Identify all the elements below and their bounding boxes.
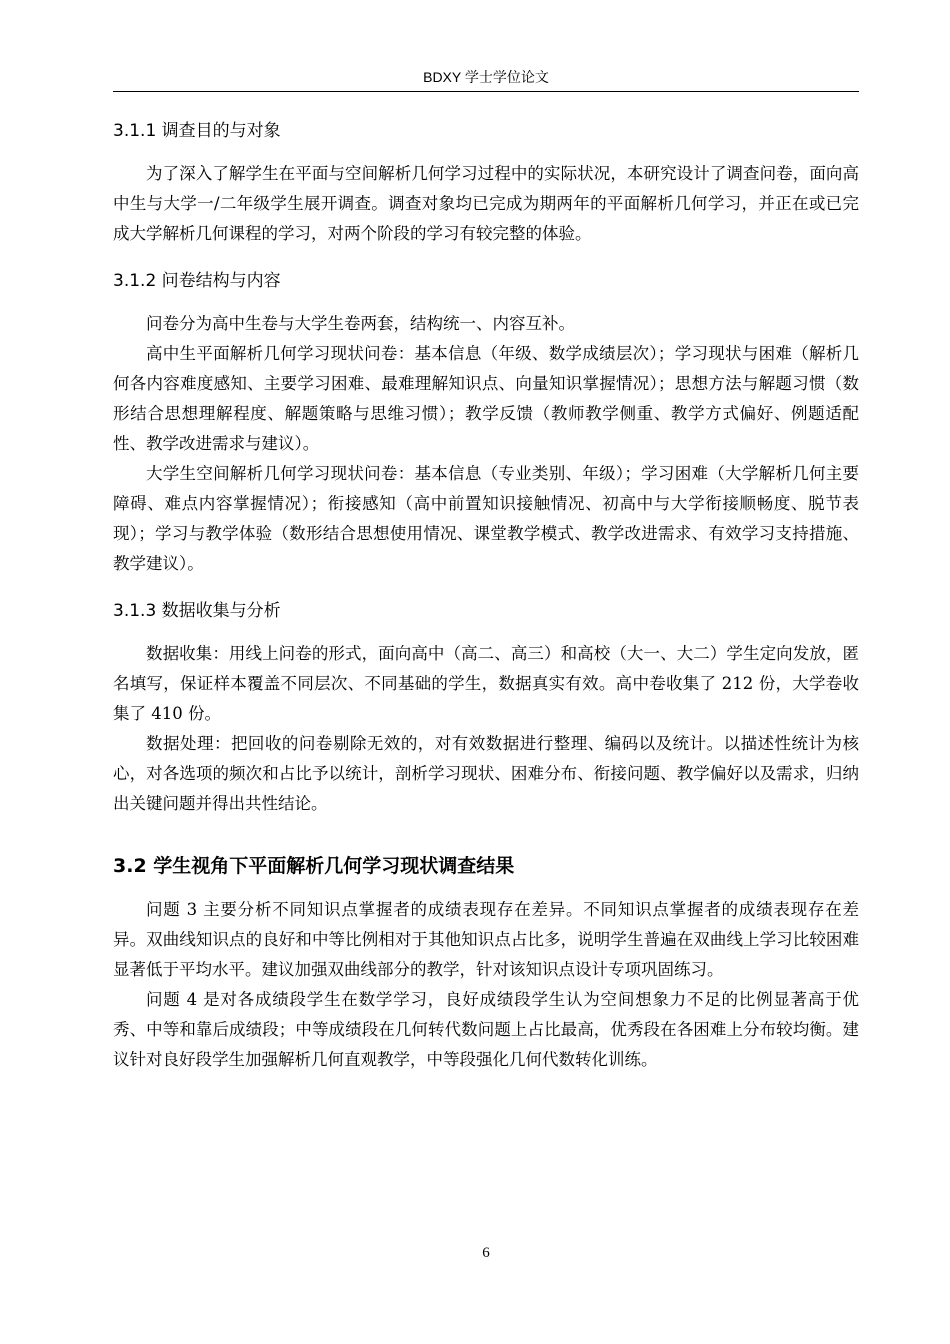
section-heading-3-1-3: 3.1.3 数据收集与分析	[113, 601, 281, 621]
header-rule	[113, 91, 859, 92]
page-body	[113, 115, 859, 1075]
paragraph: 为了深入了解学生在平面与空间解析几何学习过程中的实际状况，本研究设计了调查问卷，面向高中生与大学一/二年级学生展开调查。调查对象均已完成为期两年的平面解析几何学习，并正在或已完成大学解析几何课程的学习，对两个阶段的学习有较完整的体验。	[113, 164, 859, 243]
paragraph: 问题 4 是对各成绩段学生在数学学习，良好成绩段学生认为空间想象力不足的比例显著高于优秀、中等和靠后成绩段；中等成绩段在几何转代数问题上占比最高，优秀段在各困难上分布较均衡。建议针对良好段学生加强解析几何直观教学，中等段强化几何代数转化训练。	[113, 990, 859, 1069]
paragraph: 高中生平面解析几何学习现状问卷：基本信息（年级、数学成绩层次）；学习现状与困难（解析几何各内容难度感知、主要学习困难、最难理解知识点、向量知识掌握情况）；思想方法与解题习惯（数形结合思想理解程度、解题策略与思维习惯）；教学反馈（教师教学侧重、教学方式偏好、例题适配性、教学改进需求与建议）。	[113, 344, 859, 453]
section-heading-3-2: 3.2 学生视角下平面解析几何学习现状调查结果	[113, 855, 515, 877]
page-number: 6	[482, 1245, 490, 1261]
paragraph: 问题 3 主要分析不同知识点掌握者的成绩表现存在差异。不同知识点掌握者的成绩表现存在差异。双曲线知识点的良好和中等比例相对于其他知识点占比多，说明学生普遍在双曲线上学习比较困难显著低于平均水平。建议加强双曲线部分的教学，针对该知识点设计专项巩固练习。	[113, 900, 859, 979]
paragraph: 大学生空间解析几何学习现状问卷：基本信息（专业类别、年级）；学习困难（大学解析几何主要障碍、难点内容掌握情况）；衔接感知（高中前置知识接触情况、初高中与大学衔接顺畅度、脱节表现）；学习与教学体验（数形结合思想使用情况、课堂教学模式、教学改进需求、有效学习支持措施、教学建议）。	[113, 464, 859, 573]
section-heading-3-1-1: 3.1.1 调查目的与对象	[113, 121, 281, 141]
paragraph: 问卷分为高中生卷与大学生卷两套，结构统一、内容互补。	[146, 314, 575, 333]
paragraph: 数据收集：用线上问卷的形式，面向高中（高二、高三）和高校（大一、大二）学生定向发放，匿名填写，保证样本覆盖不同层次、不同基础的学生，数据真实有效。高中卷收集了 212 份，大学卷收集了 410 份。	[113, 644, 859, 723]
running-header: BDXY 学士学位论文	[423, 69, 549, 85]
section-heading-3-1-2: 3.1.2 问卷结构与内容	[113, 271, 281, 291]
paragraph: 数据处理：把回收的问卷剔除无效的，对有效数据进行整理、编码以及统计。以描述性统计为核心，对各选项的频次和占比予以统计，剖析学习现状、困难分布、衔接问题、教学偏好以及需求，归纳出关键问题并得出共性结论。	[113, 734, 859, 813]
